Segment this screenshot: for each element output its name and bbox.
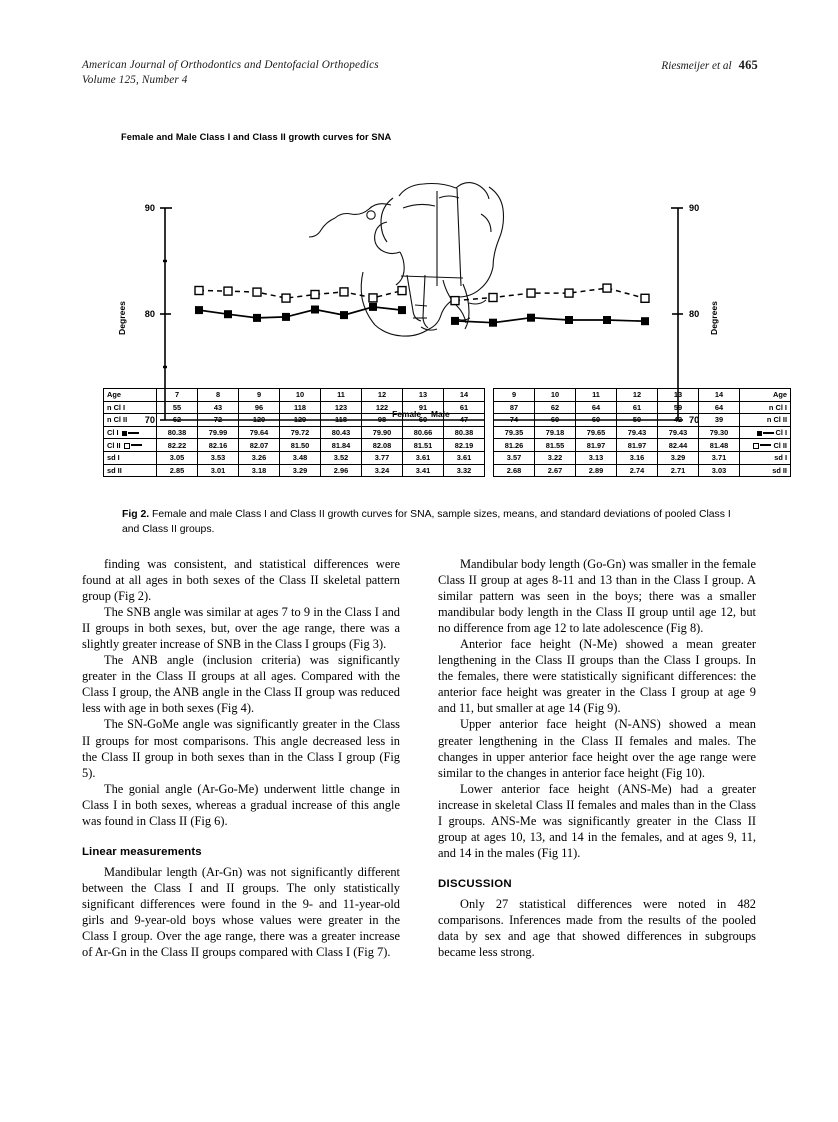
cell: 2.71	[658, 464, 699, 477]
table-row-n-cl1	[104, 401, 791, 414]
cell: 79.65	[576, 426, 617, 439]
cell: 82.07	[239, 439, 280, 452]
page-number: 465	[738, 58, 758, 72]
row-label-mean-cl2-left	[104, 439, 157, 452]
cell: 81.55	[535, 439, 576, 452]
cell: 62	[535, 401, 576, 414]
journal-info	[82, 58, 379, 88]
running-head-right	[661, 58, 758, 74]
cell: 8	[198, 389, 239, 402]
cell: 80.38	[157, 426, 198, 439]
label-text: Cl I	[775, 428, 787, 438]
panel-label-female: Female	[392, 409, 421, 419]
dashed-line-icon	[760, 444, 771, 446]
open-square-icon	[753, 443, 759, 449]
table-gap	[485, 426, 494, 439]
cell: 60	[576, 414, 617, 427]
y-tick-right-80: 80	[689, 309, 700, 319]
cell: 7	[157, 389, 198, 402]
row-label-mean-cl1-right	[740, 426, 791, 439]
cell: 81.48	[699, 439, 740, 452]
cell: 2.74	[617, 464, 658, 477]
chart-title: Female and Male Class I and Class II growth curves for SNA	[121, 132, 392, 142]
label-text: Cl I	[107, 428, 119, 438]
cell: 12	[617, 389, 658, 402]
cell: 43	[198, 401, 239, 414]
cell: 79.90	[362, 426, 403, 439]
cell: 60	[535, 414, 576, 427]
cell: 64	[699, 401, 740, 414]
paragraph: Lower anterior face height (ANS-Me) had a greater increase in skeletal Class II females and males than in the Class I groups. ANS-Me was significantly greater in the Class II group at ages 10, 13, and 14 in the females, and at ages 9, 11, and 14 in the males (Fig 11).	[438, 781, 756, 860]
paragraph: finding was consistent, and statistical differences were found at all ages in both sexes of the Class II skeletal pattern group (Fig 2).	[82, 557, 400, 604]
cell: 14	[444, 389, 485, 402]
running-head	[82, 58, 758, 94]
cell: 2.85	[157, 464, 198, 477]
cell: 62	[157, 414, 198, 427]
cell: 80.66	[403, 426, 444, 439]
cell: 61	[444, 401, 485, 414]
cell: 3.77	[362, 451, 403, 464]
cell: 91	[403, 401, 444, 414]
cell: 72	[198, 414, 239, 427]
cell: 82.44	[658, 439, 699, 452]
table-gap	[485, 439, 494, 452]
cell: 3.26	[239, 451, 280, 464]
cell: 11	[321, 389, 362, 402]
cell: 3.22	[535, 451, 576, 464]
cell: 10	[535, 389, 576, 402]
table-row-mean-cl1	[104, 426, 791, 439]
cell: 79.64	[239, 426, 280, 439]
section-heading-discussion: DISCUSSION	[438, 877, 512, 890]
row-label-sd1-right: sd I	[740, 451, 791, 464]
cell: 82.19	[444, 439, 485, 452]
paragraph: Mandibular body length (Go-Gn) was smaller in the female Class II group at ages 8-11 and 13 than in the Class I group. A similar pattern was seen in the boys; there was a smaller mandibular body length in the Class II group until age 12, but no difference from age 12 to late adolescence (Fig 8).	[438, 557, 756, 636]
cell: 13	[403, 389, 444, 402]
cell: 87	[494, 401, 535, 414]
cell: 2.67	[535, 464, 576, 477]
author-names: Riesmeijer et al	[661, 60, 732, 72]
paragraph: The gonial angle (Ar-Go-Me) underwent little change in Class I in both sexes, whereas a gradual increase of this angle was found in Class II (Fig 6).	[82, 781, 400, 828]
cell: 2.89	[576, 464, 617, 477]
label-text: Cl II	[107, 440, 121, 450]
cell: 50	[617, 414, 658, 427]
cell: 3.61	[444, 451, 485, 464]
cell: 12	[362, 389, 403, 402]
cell: 81.51	[403, 439, 444, 452]
filled-square-icon	[122, 431, 127, 436]
cell: 55	[157, 401, 198, 414]
y-tick-80: 80	[144, 309, 155, 319]
cell: 3.53	[198, 451, 239, 464]
paragraph: Upper anterior face height (N-ANS) showed a mean greater lengthening in the Class II females and males. The changes in upper anterior face height over the age range were similar to the changes in anterior face height (Fig 10).	[438, 717, 756, 780]
cell: 79.35	[494, 426, 535, 439]
table-gap	[485, 451, 494, 464]
cell: 3.32	[444, 464, 485, 477]
cell: 81.84	[321, 439, 362, 452]
cell: 79.43	[617, 426, 658, 439]
solid-line-icon	[128, 432, 139, 434]
cell: 81.50	[280, 439, 321, 452]
section-heading-linear-measurements: Linear measurements	[82, 845, 202, 858]
male-class2-markers	[451, 284, 649, 305]
cell: 118	[280, 401, 321, 414]
female-class2-markers	[195, 287, 406, 303]
row-label-mean-cl1-left	[104, 426, 157, 439]
row-label-ncl1-left: n Cl I	[104, 401, 157, 414]
cell: 120	[239, 414, 280, 427]
cell: 9	[494, 389, 535, 402]
male-class1-series	[455, 318, 645, 323]
row-label-age-right: Age	[740, 389, 791, 402]
open-square-icon	[124, 443, 130, 449]
cell: 98	[362, 414, 403, 427]
cell: 64	[576, 401, 617, 414]
journal-volume: Volume 125, Number 4	[82, 74, 188, 86]
cell: 3.48	[280, 451, 321, 464]
cell: 96	[239, 401, 280, 414]
cell: 74	[494, 414, 535, 427]
label-text: Cl II	[773, 440, 787, 450]
table-row-age	[104, 389, 791, 402]
male-class2-series	[455, 288, 645, 301]
cell: 3.57	[494, 451, 535, 464]
cell: 79.72	[280, 426, 321, 439]
cell: 2.68	[494, 464, 535, 477]
cell: 3.03	[699, 464, 740, 477]
row-label-sd2-left: sd II	[104, 464, 157, 477]
y-tick-right-90: 90	[689, 203, 700, 213]
cell: 79.30	[699, 426, 740, 439]
cell: 42	[658, 414, 699, 427]
cell: 3.52	[321, 451, 362, 464]
row-label-ncl1-right: n Cl I	[740, 401, 791, 414]
cell: 3.18	[239, 464, 280, 477]
cell: 59	[658, 401, 699, 414]
figure-2	[103, 120, 787, 490]
cell: 123	[321, 401, 362, 414]
cell: 3.01	[198, 464, 239, 477]
cell: 82.16	[198, 439, 239, 452]
panel-label-male: Male	[431, 409, 450, 419]
cell: 82.08	[362, 439, 403, 452]
cell: 14	[699, 389, 740, 402]
cell: 82.22	[157, 439, 198, 452]
table-gap	[485, 464, 494, 477]
row-label-sd1-left: sd I	[104, 451, 157, 464]
row-label-ncl2-right: n Cl II	[740, 414, 791, 427]
cell: 3.71	[699, 451, 740, 464]
y-tick-right-70: 70	[689, 415, 700, 425]
y-axis-label-left: Degrees	[117, 301, 127, 335]
cell: 80.43	[321, 426, 362, 439]
body-column-right	[438, 556, 756, 960]
cell: 13	[658, 389, 699, 402]
cell: 47	[444, 414, 485, 427]
table-row-mean-cl2	[104, 439, 791, 452]
row-label-sd2-right: sd II	[740, 464, 791, 477]
table-row-sd2	[104, 464, 791, 477]
cell: 129	[280, 414, 321, 427]
table-row-n-cl2	[104, 414, 791, 427]
table-gap	[485, 389, 494, 402]
table-row-sd1	[104, 451, 791, 464]
cell: 81.97	[576, 439, 617, 452]
cell: 3.61	[403, 451, 444, 464]
cell: 3.16	[617, 451, 658, 464]
paragraph: Anterior face height (N-Me) showed a mean greater lengthening in the Class II groups than the Class I groups. In the females, there were statistically significant differences: the anterior face height was greater in the Class I group at age 9 and 11, but smaller at age 14 (Fig 9).	[438, 637, 756, 716]
cell: 118	[321, 414, 362, 427]
cell: 3.13	[576, 451, 617, 464]
cell: 122	[362, 401, 403, 414]
cell: 81.26	[494, 439, 535, 452]
figure-data-table	[103, 388, 791, 477]
cell: 3.41	[403, 464, 444, 477]
paragraph: Only 27 statistical differences were noted in 482 comparisons. Inferences made from the results of the pooled data by sex and age that showed differences in subgroups became less strong.	[438, 896, 756, 960]
y-tick-70: 70	[144, 415, 155, 425]
cell: 80.38	[444, 426, 485, 439]
cell: 79.99	[198, 426, 239, 439]
cell: 3.29	[658, 451, 699, 464]
figure-caption-text: Female and male Class I and Class II growth curves for SNA, sample sizes, means, and standard deviations of pooled Class I and Class II groups.	[122, 509, 731, 535]
paragraph: The ANB angle (inclusion criteria) was significantly greater in the Class II groups at all ages. Compared with the Class I group, the ANB angle in the Class II group was reduced less with age in both sexes (Fig 4).	[82, 653, 400, 716]
row-label-age-left: Age	[104, 389, 157, 402]
cell: 39	[699, 414, 740, 427]
filled-square-icon	[757, 431, 762, 436]
table-gap	[485, 414, 494, 427]
y-axis-label-right: Degrees	[709, 301, 719, 335]
body-column-left	[82, 556, 400, 960]
row-label-mean-cl2-right	[740, 439, 791, 452]
row-label-ncl2-left: n Cl II	[104, 414, 157, 427]
table-gap	[485, 401, 494, 414]
cell: 2.96	[321, 464, 362, 477]
paragraph: Mandibular length (Ar-Gn) was not significantly different between the Class I and II groups. The only statistically significant differences were found in the 9- and 11-year-old girls and 9-year-old boys whose values were greater in the Class I group. Over the age range, there was a greater increase of Ar-Gn in the Class II groups compared with Class I (Fig 7).	[82, 864, 400, 960]
cell: 3.24	[362, 464, 403, 477]
cell: 60	[403, 414, 444, 427]
cell: 61	[617, 401, 658, 414]
figure-caption-label: Fig 2.	[122, 509, 150, 520]
cell: 3.29	[280, 464, 321, 477]
paragraph: The SNB angle was similar at ages 7 to 9 in the Class I and II groups in both sexes, but, over the age range, there was a slightly greater increase of SNB in the Class I groups (Fig 3).	[82, 605, 400, 652]
cell: 79.18	[535, 426, 576, 439]
y-tick-90: 90	[144, 203, 155, 213]
cell: 3.05	[157, 451, 198, 464]
journal-title: American Journal of Orthodontics and Dentofacial Orthopedics	[82, 59, 379, 71]
solid-line-icon	[763, 432, 774, 434]
cell: 11	[576, 389, 617, 402]
cell: 79.43	[658, 426, 699, 439]
cell: 81.97	[617, 439, 658, 452]
cell: 9	[239, 389, 280, 402]
cephalometric-tracing-icon	[309, 183, 504, 337]
cell: 10	[280, 389, 321, 402]
dashed-line-icon	[131, 444, 142, 446]
paragraph: The SN-GoMe angle was significantly greater in the Class II groups for most comparisons. This angle decreased less in the Class II group in both sexes than in the Class I group (Fig 5).	[82, 717, 400, 780]
figure-caption	[122, 508, 732, 537]
